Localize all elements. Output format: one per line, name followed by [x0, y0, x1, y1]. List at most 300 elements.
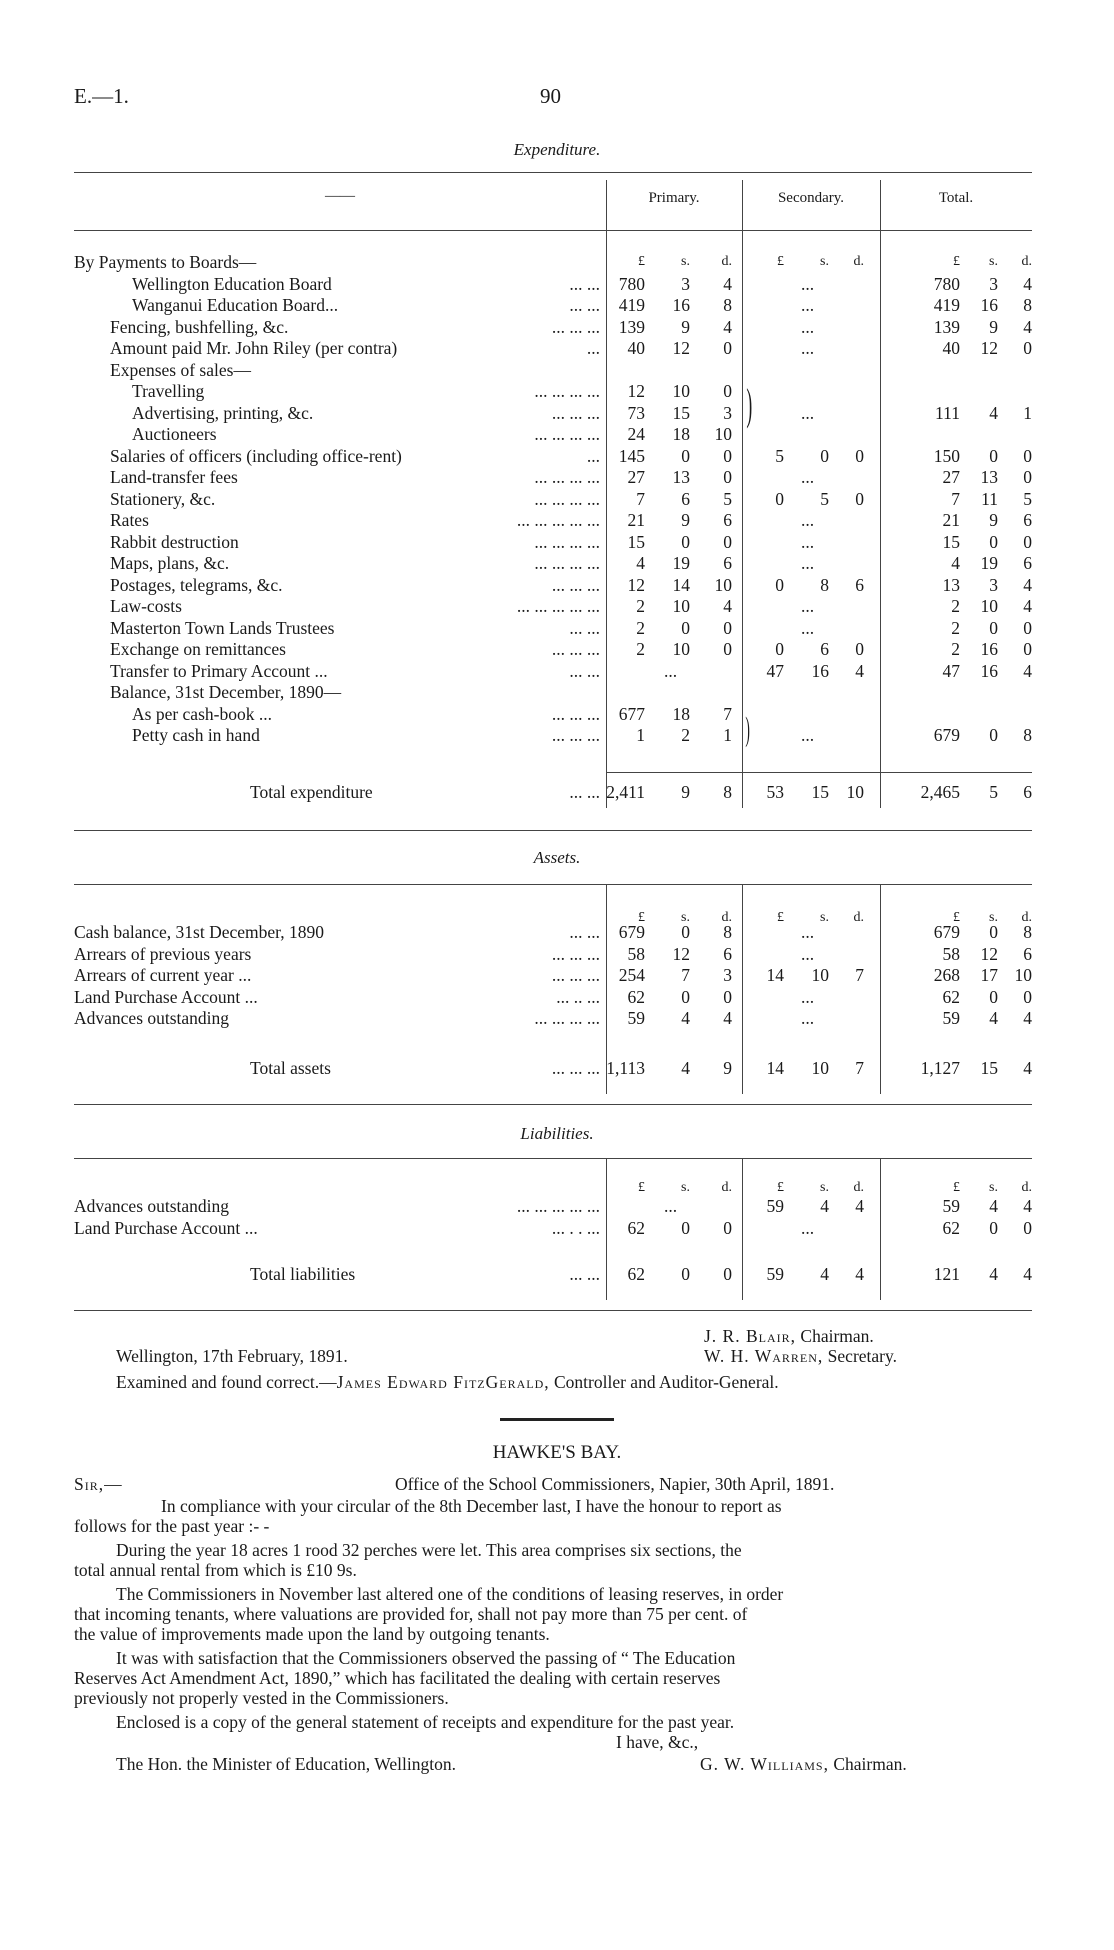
t-pence: 1	[1023, 402, 1032, 423]
t-pounds: 62	[942, 1217, 960, 1238]
s-shillings: 5	[820, 488, 829, 509]
t-pounds: 150	[933, 445, 960, 466]
t-pence: 0	[1023, 445, 1032, 466]
t-pence: 0	[1023, 531, 1032, 552]
leader-dots: ... ... ...	[551, 943, 600, 964]
para5: Enclosed is a copy of the general statement of receipts and expenditure for the past year.	[116, 1712, 735, 1732]
s-pounds: 0	[775, 639, 784, 659]
p-shillings: 12	[672, 943, 690, 964]
secondary-column-head: Secondary.	[777, 190, 845, 206]
t-pence: 4	[1023, 1196, 1032, 1216]
p-pounds: 2	[636, 596, 645, 616]
p-shillings: 7	[681, 965, 690, 985]
p-pounds: 254	[618, 965, 645, 985]
p-dots: ...	[664, 660, 678, 681]
t-shillings: 4	[989, 402, 998, 423]
p-pence: 6	[723, 553, 732, 573]
p-pence: 0	[723, 1217, 732, 1238]
top-rule	[74, 172, 1032, 173]
t-pounds: 139	[933, 316, 960, 337]
row-label: Wellington Education Board	[132, 273, 332, 294]
p-pounds: 139	[618, 316, 645, 337]
s-dots: ...	[801, 510, 815, 530]
s-shillings: 10	[811, 965, 829, 985]
unit-l: £	[953, 1180, 960, 1195]
t-pence: 4	[1023, 1008, 1032, 1028]
leader-dots: ... ...	[569, 660, 600, 681]
row-label: Maps, plans, &c.	[110, 553, 230, 573]
s-pounds: 53	[766, 782, 784, 802]
unit-l: £	[777, 1180, 784, 1195]
leader-dots: ... ...	[569, 295, 600, 315]
para1-line2: follows for the past year :- -	[74, 1516, 270, 1536]
leader-dots: ...	[586, 338, 600, 358]
s-dots: ...	[801, 467, 815, 487]
t-pounds: 27	[942, 467, 960, 487]
p-pounds: 40	[627, 338, 645, 358]
brace-icon: )	[746, 380, 753, 429]
t-shillings: 4	[989, 1264, 998, 1284]
column-rule	[606, 1158, 607, 1300]
t-pounds: 40	[942, 338, 960, 358]
leader-dots: ... ... ...	[551, 402, 600, 423]
row-label: Rabbit destruction	[110, 531, 239, 552]
unit-d: d.	[853, 910, 864, 925]
row-label: Rates	[110, 510, 149, 530]
unit-l: £	[953, 910, 960, 925]
signer-name: G. W. Williams,	[700, 1754, 829, 1774]
p-pence: 0	[723, 617, 732, 638]
s-shillings: 8	[820, 574, 829, 595]
s-dots: ...	[801, 922, 815, 942]
column-rule	[880, 180, 881, 808]
p-pounds: 2,411	[606, 782, 645, 802]
p-shillings: 9	[681, 782, 690, 802]
row-label: Cash balance, 31st December, 1890	[74, 922, 325, 942]
unit-d: d.	[721, 254, 732, 269]
s-shillings: 15	[811, 782, 829, 802]
liabilities-title: Liabilities.	[520, 1124, 594, 1143]
t-pounds: 679	[933, 922, 960, 942]
row-label: Balance, 31st December, 1890—	[110, 682, 342, 702]
p-pence: 10	[714, 424, 732, 444]
secretary-title: Secretary.	[827, 1346, 897, 1366]
p-shillings: 18	[672, 703, 690, 724]
unit-s: s.	[681, 254, 690, 269]
t-shillings: 16	[980, 639, 998, 659]
t-shillings: 16	[980, 660, 998, 681]
p-pence: 0	[723, 467, 732, 487]
row-label: Exchange on remittances	[110, 639, 286, 659]
p-pounds: 145	[618, 445, 645, 466]
p-shillings: 18	[672, 424, 690, 444]
s-dots: ...	[801, 531, 815, 552]
p-pounds: 27	[627, 467, 645, 487]
unit-l: £	[638, 910, 645, 925]
p-pounds: 677	[618, 703, 645, 724]
t-pounds: 59	[942, 1196, 960, 1216]
p-pence: 5	[723, 488, 732, 509]
p-pence: 8	[723, 782, 732, 802]
t-pounds: 58	[942, 943, 960, 964]
t-pounds: 780	[933, 273, 960, 294]
p-dots: ...	[664, 1196, 678, 1216]
t-shillings: 0	[989, 617, 998, 638]
column-rule	[606, 180, 607, 808]
para3-line2: that incoming tenants, where valuations are provided for, shall not pay more than 75 per cent. of	[74, 1604, 748, 1624]
p-shillings: 0	[681, 531, 690, 552]
row-label: Petty cash in hand	[132, 725, 260, 745]
t-pounds: 21	[942, 510, 960, 530]
t-shillings: 17	[980, 965, 998, 985]
t-shillings: 16	[980, 295, 998, 315]
t-pounds: 4	[951, 553, 960, 573]
p-shillings: 19	[672, 553, 690, 573]
unit-s: s.	[989, 910, 998, 925]
unit-d: d.	[1021, 910, 1032, 925]
p-shillings: 0	[681, 986, 690, 1007]
addressee: The Hon. the Minister of Education, Wellington.	[116, 1754, 456, 1774]
t-pence: 6	[1023, 510, 1032, 530]
para1-line1: In compliance with your circular of the 8th December last, I have the honour to report as	[161, 1496, 782, 1516]
t-pounds: 121	[933, 1264, 960, 1284]
top-rule	[74, 884, 1032, 885]
leader-dots: ... ... ...	[551, 639, 600, 659]
row-label: Expenses of sales—	[110, 359, 251, 380]
row-label: Land Purchase Account ...	[74, 986, 258, 1007]
p-pounds: 2	[636, 639, 645, 659]
t-shillings: 12	[980, 943, 998, 964]
p-shillings: 0	[681, 1264, 690, 1284]
s-pounds: 14	[766, 965, 784, 985]
p-pounds: 679	[618, 922, 645, 942]
chairman-signature	[704, 1326, 874, 1347]
t-pounds: 1,127	[920, 1058, 960, 1078]
p-pounds: 12	[627, 381, 645, 401]
p-pence: 8	[723, 295, 732, 315]
section-rule	[74, 1310, 1032, 1311]
p-shillings: 9	[681, 316, 690, 337]
t-pence: 0	[1023, 639, 1032, 659]
s-dots: ...	[801, 1008, 815, 1028]
p-pounds: 7	[636, 488, 645, 509]
t-pence: 6	[1023, 782, 1032, 802]
row-label: Advances outstanding	[74, 1008, 230, 1028]
row-label: Land Purchase Account ...	[74, 1217, 258, 1238]
p-pounds: 780	[618, 273, 645, 294]
leader-dots: ... ... ... ... ...	[516, 1196, 600, 1216]
t-pounds: 2,465	[920, 782, 960, 802]
p-pounds: 1,113	[606, 1058, 645, 1078]
total-label: Total assets	[250, 1058, 331, 1078]
t-pounds: 62	[942, 986, 960, 1007]
t-pence: 8	[1023, 295, 1032, 315]
s-dots: ...	[801, 596, 815, 616]
t-pence: 4	[1023, 1264, 1032, 1284]
leader-dots: ... ... ... ...	[534, 488, 600, 509]
closing: I have, &c.,	[616, 1732, 699, 1752]
p-pence: 4	[723, 1008, 732, 1028]
t-pence: 4	[1023, 574, 1032, 595]
row-label: Stationery, &c.	[110, 488, 216, 509]
s-dots: ...	[801, 617, 815, 638]
p-shillings: 15	[672, 402, 690, 423]
s-pounds: 0	[775, 574, 784, 595]
unit-d: d.	[1021, 1180, 1032, 1195]
chairman-title: Chairman.	[800, 1326, 874, 1346]
s-shillings: 4	[820, 1264, 829, 1284]
t-shillings: 4	[989, 1008, 998, 1028]
row-label: Amount paid Mr. John Riley (per contra)	[110, 338, 398, 358]
p-shillings: 12	[672, 338, 690, 358]
leader-dots: ... ...	[569, 1264, 600, 1284]
t-pence: 4	[1023, 596, 1032, 616]
row-label: As per cash-book ...	[132, 703, 272, 724]
p-shillings: 0	[681, 445, 690, 466]
row-label: Fencing, bushfelling, &c.	[110, 316, 289, 337]
p-shillings: 10	[672, 639, 690, 659]
top-rule	[74, 1158, 1032, 1159]
t-pounds: 2	[951, 617, 960, 638]
p-shillings: 0	[681, 1217, 690, 1238]
t-shillings: 0	[989, 1217, 998, 1238]
t-pence: 4	[1023, 660, 1032, 681]
unit-s: s.	[681, 910, 690, 925]
leader-dots: ... .. ...	[556, 986, 600, 1007]
p-pence: 0	[723, 531, 732, 552]
p-pence: 6	[723, 943, 732, 964]
p-pence: 3	[723, 965, 732, 985]
t-shillings: 0	[989, 531, 998, 552]
examined-line	[116, 1372, 779, 1393]
leader-dots: ... ... ... ...	[534, 467, 600, 487]
p-pence: 0	[723, 639, 732, 659]
p-pence: 9	[723, 1058, 732, 1078]
p-pence: 0	[723, 445, 732, 466]
s-dots: ...	[801, 553, 815, 573]
section-rule	[74, 1104, 1032, 1105]
s-pence: 4	[855, 1196, 864, 1216]
p-pounds: 62	[627, 1264, 645, 1284]
t-shillings: 15	[980, 1058, 998, 1078]
t-shillings: 0	[989, 445, 998, 466]
unit-l: £	[777, 254, 784, 269]
para2-line1: During the year 18 acres 1 rood 32 perches were let. This area comprises six sections, the	[116, 1540, 742, 1560]
s-pence: 0	[855, 488, 864, 509]
s-shillings: 0	[820, 445, 829, 466]
page-number: 90	[540, 84, 561, 108]
p-pounds: 58	[627, 943, 645, 964]
row-label: Travelling	[132, 381, 205, 401]
t-pence: 4	[1023, 273, 1032, 294]
s-dots: ...	[801, 338, 815, 358]
s-shillings: 6	[820, 639, 829, 659]
p-pence: 10	[714, 574, 732, 595]
p-pence: 3	[723, 402, 732, 423]
p-pence: 0	[723, 1264, 732, 1284]
t-pence: 0	[1023, 338, 1032, 358]
leader-dots: ... ... ... ...	[534, 553, 600, 573]
section-rule	[74, 830, 1032, 831]
unit-l: £	[777, 910, 784, 925]
s-pounds: 47	[766, 660, 784, 681]
t-pence: 8	[1023, 922, 1032, 942]
p-pence: 0	[723, 338, 732, 358]
p-shillings: 0	[681, 922, 690, 942]
row-label: Postages, telegrams, &c.	[110, 574, 283, 595]
t-pounds: 13	[942, 574, 960, 595]
t-shillings: 10	[980, 596, 998, 616]
s-pence: 4	[855, 660, 864, 681]
p-pounds: 59	[627, 1008, 645, 1028]
row-label: Auctioneers	[132, 424, 217, 444]
p-shillings: 2	[681, 725, 690, 745]
unit-s: s.	[820, 910, 829, 925]
row-label: Arrears of previous years	[74, 943, 252, 964]
p-pounds: 62	[627, 1217, 645, 1238]
unit-d: d.	[1021, 254, 1032, 269]
s-pounds: 14	[766, 1058, 784, 1078]
t-pounds: 59	[942, 1008, 960, 1028]
leader-dots: ... ... ... ... ...	[516, 596, 600, 616]
total-label: Total liabilities	[250, 1264, 356, 1284]
leader-dots: ... ... ... ...	[534, 1008, 600, 1028]
row-label: Advances outstanding	[74, 1196, 230, 1216]
leader-dots: ... ... ... ...	[534, 531, 600, 552]
s-pounds: 59	[766, 1264, 784, 1284]
row-label: Law-costs	[110, 596, 182, 616]
s-dots: ...	[801, 295, 815, 315]
unit-l: £	[953, 254, 960, 269]
s-dots: ...	[801, 1217, 815, 1238]
column-rule	[742, 884, 743, 1094]
p-shillings: 9	[681, 510, 690, 530]
row-label: Land-transfer fees	[110, 467, 238, 487]
unit-s: s.	[820, 254, 829, 269]
s-dots: ...	[801, 402, 815, 423]
s-dots: ...	[801, 986, 815, 1007]
t-shillings: 9	[989, 510, 998, 530]
total-column-head: Total.	[938, 190, 974, 206]
row-label: Transfer to Primary Account ...	[110, 660, 328, 681]
salutation: Sir,—	[74, 1474, 123, 1494]
secretary-signature	[704, 1346, 897, 1367]
row-label: By Payments to Boards—	[74, 252, 257, 272]
t-shillings: 0	[989, 986, 998, 1007]
column-rule	[742, 180, 743, 808]
letter-heading: HAWKE'S BAY.	[492, 1442, 622, 1463]
s-dots: ...	[801, 316, 815, 337]
leader-dots: ... ... ...	[551, 965, 600, 985]
expenditure-title: Expenditure.	[513, 140, 601, 159]
t-pence: 6	[1023, 943, 1032, 964]
p-pounds: 15	[627, 531, 645, 552]
header-rule	[74, 230, 1032, 231]
p-shillings: 0	[681, 617, 690, 638]
p-pounds: 24	[627, 424, 645, 444]
column-rule	[880, 884, 881, 1094]
p-pence: 4	[723, 596, 732, 616]
unit-s: s.	[820, 1180, 829, 1195]
s-pence: 7	[855, 1058, 864, 1078]
unit-d: d.	[853, 1180, 864, 1195]
t-shillings: 19	[980, 553, 998, 573]
s-pounds: 59	[766, 1196, 784, 1216]
s-shillings: 16	[811, 660, 829, 681]
t-pounds: 679	[933, 725, 960, 745]
t-pounds: 111	[935, 402, 960, 423]
signer-title: Chairman.	[833, 1754, 907, 1774]
p-pounds: 12	[627, 574, 645, 595]
p-shillings: 4	[681, 1058, 690, 1078]
t-pounds: 7	[951, 488, 960, 509]
p-pence: 0	[723, 986, 732, 1007]
t-pence: 5	[1023, 488, 1032, 509]
leader-dots: ... ... ...	[551, 574, 600, 595]
t-pence: 4	[1023, 316, 1032, 337]
t-shillings: 0	[989, 922, 998, 942]
p-shillings: 3	[681, 273, 690, 294]
office-line: Office of the School Commissioners, Napier, 30th April, 1891.	[395, 1474, 835, 1494]
p-pence: 1	[723, 725, 732, 745]
unit-d: d.	[721, 1180, 732, 1195]
t-pence: 0	[1023, 617, 1032, 638]
section-divider	[500, 1418, 614, 1421]
p-pounds: 4	[636, 553, 645, 573]
leader-dots: ... ... ...	[551, 316, 600, 337]
s-pence: 0	[855, 445, 864, 466]
chairman-name: J. R. Blair,	[704, 1326, 797, 1346]
leader-dots: ... ... ... ...	[534, 381, 600, 401]
t-shillings: 3	[989, 273, 998, 294]
leader-dots: ... ...	[569, 617, 600, 638]
leader-dots: ... ... ...	[551, 1058, 600, 1078]
unit-d: d.	[853, 254, 864, 269]
primary-column-head: Primary.	[648, 190, 700, 206]
column-rule	[742, 1158, 743, 1300]
t-pence: 4	[1023, 1058, 1032, 1078]
examined-prefix: Examined and found correct.—	[116, 1372, 337, 1392]
s-dots: ...	[801, 273, 815, 294]
blank-column-head: ——	[325, 188, 355, 204]
subtotal-rule	[606, 772, 1032, 773]
leader-dots: ... ... ... ...	[534, 424, 600, 444]
unit-s: s.	[989, 1180, 998, 1195]
unit-s: s.	[989, 254, 998, 269]
s-dots: ...	[801, 725, 815, 745]
leader-dots: ... . . ...	[551, 1217, 600, 1238]
t-pence: 6	[1023, 553, 1032, 573]
row-label: Arrears of current year ...	[74, 965, 252, 985]
t-shillings: 12	[980, 338, 998, 358]
p-pence: 6	[723, 510, 732, 530]
leader-dots: ... ...	[569, 273, 600, 294]
letter-signature	[700, 1754, 907, 1775]
s-pounds: 0	[775, 488, 784, 509]
t-shillings: 11	[981, 488, 998, 509]
t-pence: 0	[1023, 1217, 1032, 1238]
unit-l: £	[638, 1180, 645, 1195]
para3-line1: The Commissioners in November last altered one of the conditions of leasing reserves, in order	[116, 1584, 784, 1604]
unit-s: s.	[681, 1180, 690, 1195]
t-pence: 10	[1014, 965, 1032, 985]
t-shillings: 5	[989, 782, 998, 802]
p-pence: 4	[723, 273, 732, 294]
total-label: Total expenditure	[250, 782, 373, 802]
para4-line1: It was with satisfaction that the Commissioners observed the passing of “ The Education	[116, 1648, 736, 1668]
s-pence: 6	[855, 574, 864, 595]
para2-line2: total annual rental from which is £10 9s.	[74, 1560, 357, 1580]
